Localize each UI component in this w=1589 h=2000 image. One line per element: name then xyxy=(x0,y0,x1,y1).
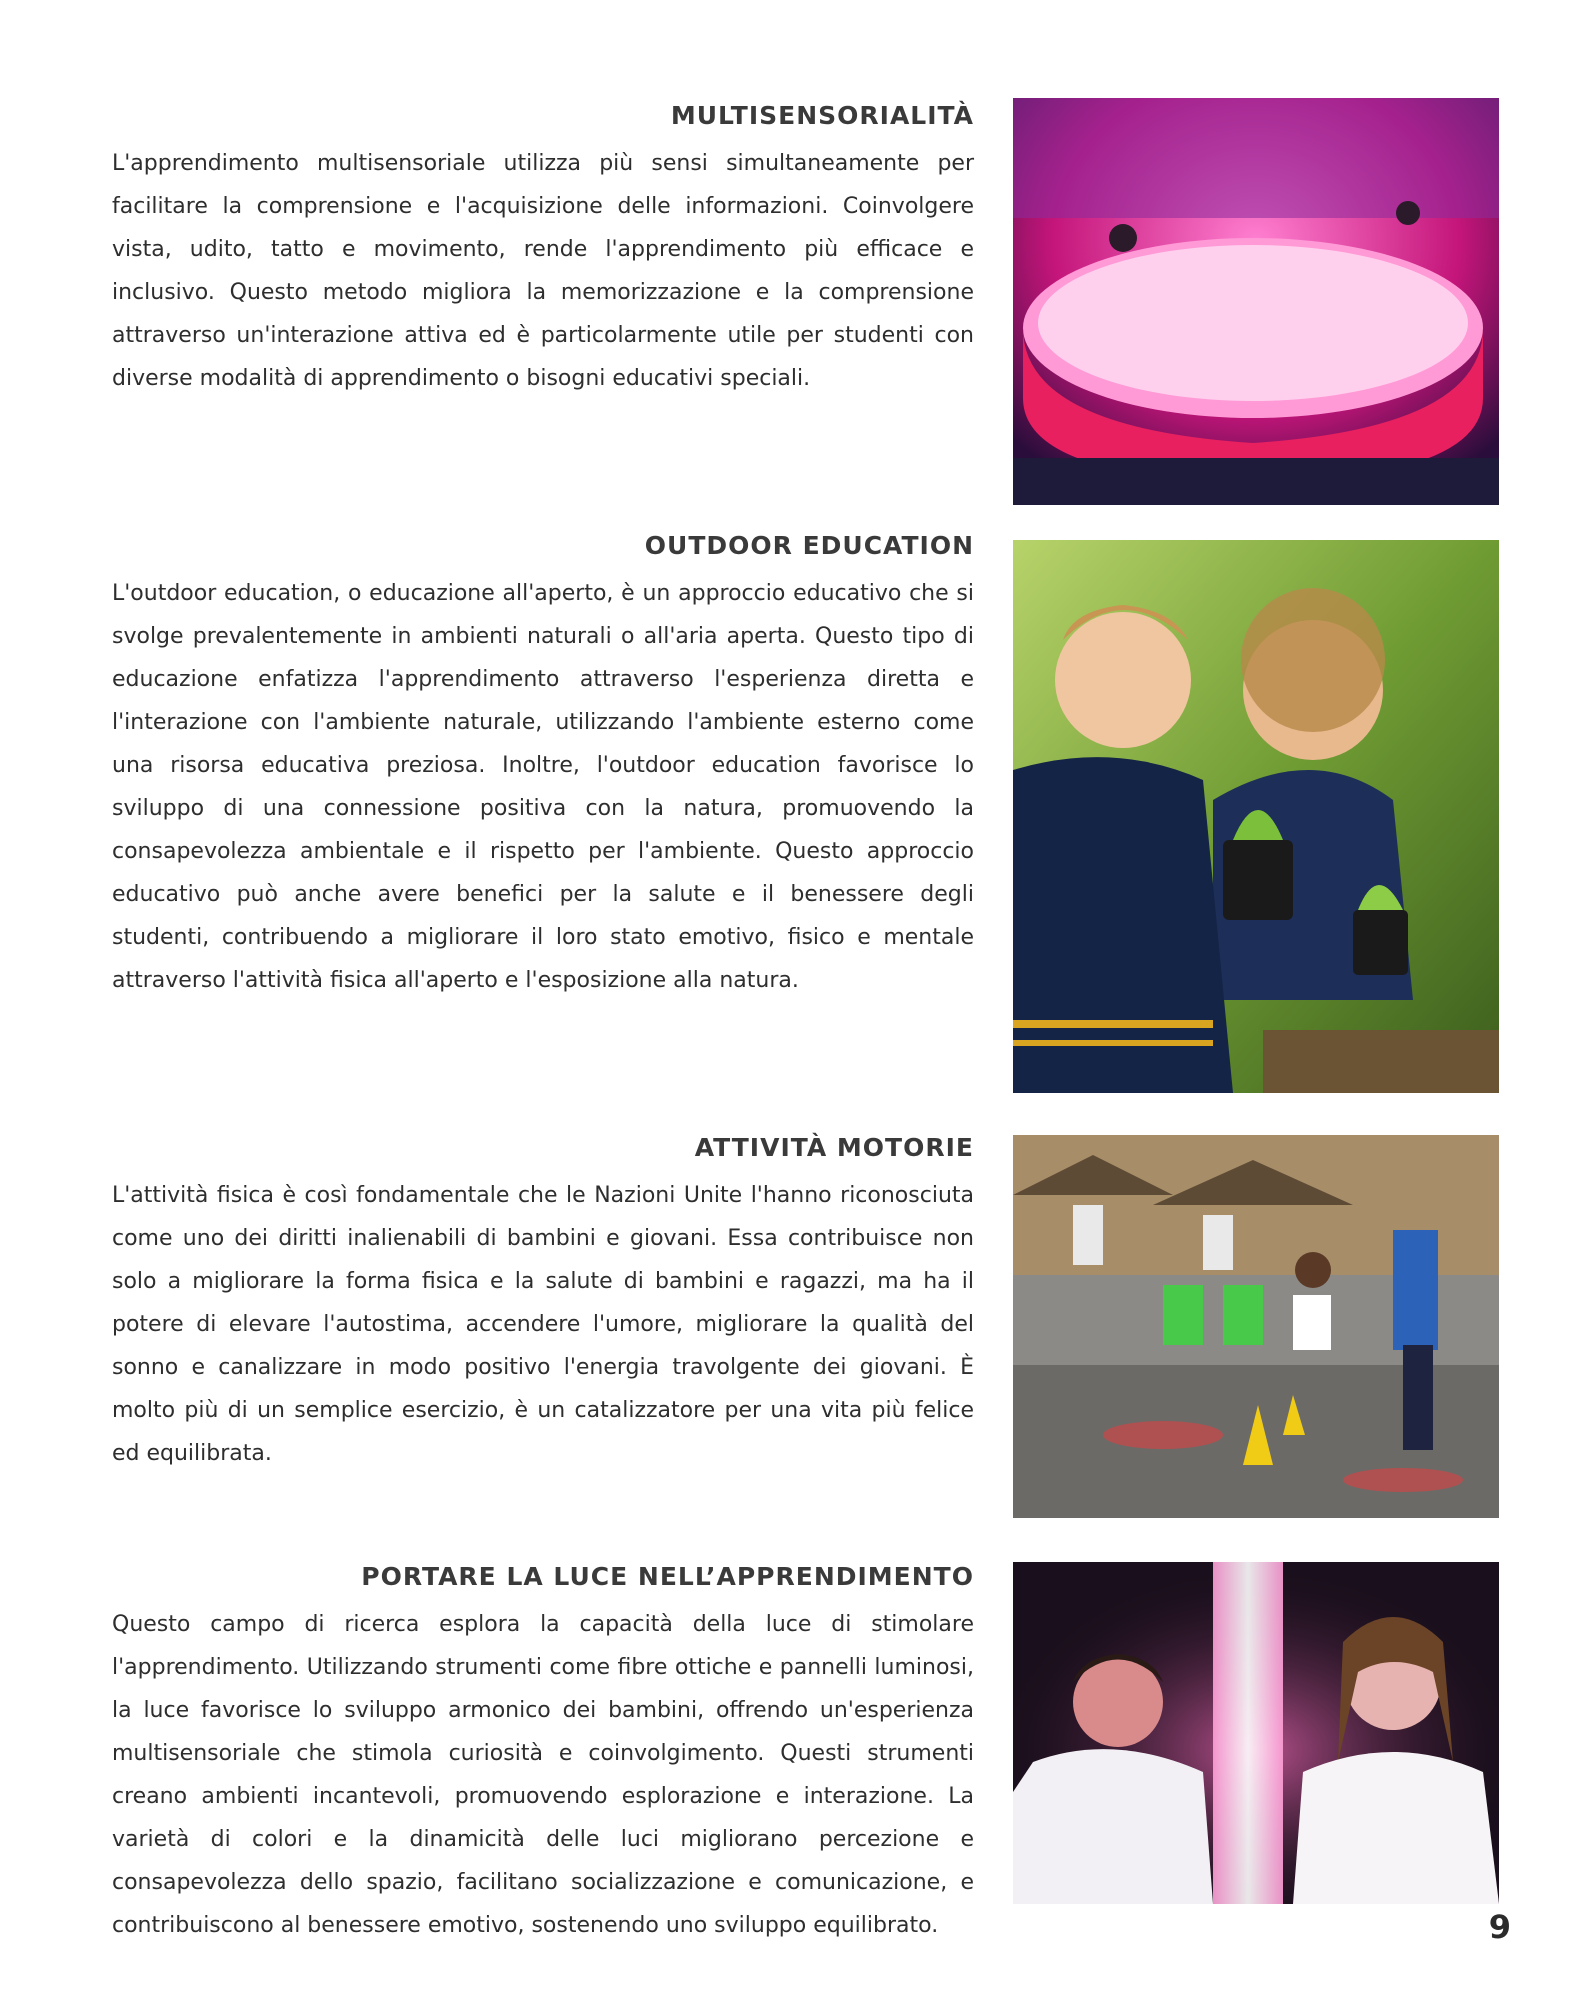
photo-sensory-room xyxy=(1013,98,1499,505)
section-multisensorialita xyxy=(112,98,974,400)
section-text: Questo campo di ricerca esplora la capacità della luce di stimolare l'apprendimento. Utilizzando strumenti come fibre ottiche e pannelli luminosi, la luce favorisce lo sviluppo armonico dei bambini, offrendo un'esperienza multisensoriale che stimola curiosità e coinvolgimento. Questi strumenti creano ambienti incantevoli, promuovendo esplorazione e interazione. La varietà di colori e la dinamicità delle luci migliorano percezione e consapevolezza dello spazio, facilitano socializzazione e comunicazione, e contribuiscono al benessere emotivo, sostenendo uno sviluppo equilibrato. xyxy=(112,1612,974,1938)
page-number: 9 xyxy=(1488,1908,1511,1946)
section-text: L'outdoor education, o educazione all'aperto, è un approccio educativo che si svolge prevalentemente in ambienti naturali o all'aria aperta. Questo tipo di educazione enfatizza l'apprendimento attraverso l'esperienza diretta e l'interazione con l'ambiente naturale, utilizzando l'ambiente esterno come una risorsa educativa preziosa. Inoltre, l'outdoor education favorisce lo sviluppo di una connessione positiva con la natura, promuovendo la consapevolezza ambientale e il rispetto per l'ambiente. Questo approccio educativo può anche avere benefici per la salute e il benessere degli studenti, contribuendo a migliorare il loro stato emotivo, fisico e mentale attraverso l'attività fisica all'aperto e l'esposizione alla natura. xyxy=(112,581,974,993)
photo-light-tube xyxy=(1013,1562,1499,1904)
photo-children-gardening xyxy=(1013,540,1499,1093)
photo-playground-activity xyxy=(1013,1135,1499,1518)
section-outdoor-education xyxy=(112,528,974,1002)
section-text: L'attività fisica è così fondamentale che le Nazioni Unite l'hanno riconosciuta come uno dei diritti inalienabili di bambini e giovani. Essa contribuisce non solo a migliorare la forma fisica e la salute di bambini e ragazzi, ma ha il potere di elevare l'autostima, accendere l'umore, migliorare la qualità del sonno e canalizzare in modo positivo l'energia travolgente dei giovani. È molto più di un semplice esercizio, è un catalizzatore per una vita più felice ed equilibrata. xyxy=(112,1183,974,1466)
section-luce-apprendimento xyxy=(112,1559,974,1947)
section-text: L'apprendimento multisensoriale utilizza più sensi simultaneamente per facilitare la comprensione e l'acquisizione delle informazioni. Coinvolgere vista, udito, tatto e movimento, rende l'apprendimento più efficace e inclusivo. Questo metodo migliora la memorizzazione e la comprensione attraverso un'interazione attiva ed è particolarmente utile per studenti con diverse modalità di apprendimento o bisogni educativi speciali. xyxy=(112,151,974,391)
section-title: PORTARE LA LUCE NELL’APPRENDIMENTO xyxy=(361,1562,974,1591)
section-title: ATTIVITÀ MOTORIE xyxy=(694,1133,974,1162)
section-attivita-motorie xyxy=(112,1130,974,1475)
section-title: OUTDOOR EDUCATION xyxy=(644,531,974,560)
section-title: MULTISENSORIALITÀ xyxy=(670,101,974,130)
